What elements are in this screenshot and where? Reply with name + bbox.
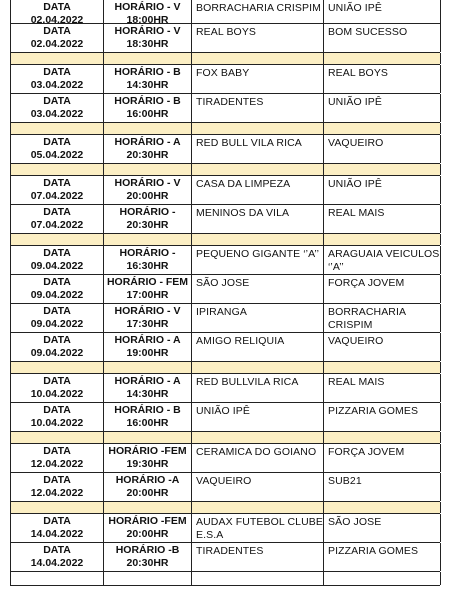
date-cell — [11, 333, 104, 361]
time-value: 20:30HR — [126, 219, 169, 231]
home-team: RED BULL VILA RICA — [196, 137, 302, 149]
match-row — [10, 24, 440, 53]
separator-row-cell — [104, 123, 192, 134]
away-team-cell — [324, 94, 441, 122]
separator-row-cell — [192, 502, 324, 513]
away-team: SÃO JOSE — [328, 516, 382, 528]
away-team: PIZZARIA GOMES — [328, 405, 419, 417]
home-team-cell — [192, 374, 324, 402]
away-team-cell — [324, 246, 441, 274]
separator-row-cell — [104, 234, 192, 245]
time-label: HORÁRIO - B — [114, 404, 181, 416]
date-cell — [11, 374, 104, 402]
match-row — [10, 0, 440, 24]
home-team: IPIRANGA — [196, 306, 247, 318]
time-value: 18:30HR — [126, 38, 169, 50]
separator-row-cell — [11, 362, 104, 373]
separator-row-cell — [104, 432, 192, 443]
time-label: HORÁRIO - A — [114, 334, 181, 346]
time-value: 18:00HR — [126, 14, 169, 26]
date-value: 09.04.2022 — [30, 260, 84, 272]
match-row — [10, 94, 440, 123]
separator-row — [10, 53, 440, 65]
date-label: DATA — [43, 177, 71, 189]
time-cell — [104, 403, 192, 431]
date-value: 09.04.2022 — [30, 347, 84, 359]
away-team-cell — [324, 543, 441, 571]
separator-row-cell — [324, 123, 441, 134]
date-value: 14.04.2022 — [30, 557, 84, 569]
time-cell — [104, 304, 192, 332]
separator-row-cell — [104, 362, 192, 373]
time-label: HORÁRIO - V — [114, 177, 181, 189]
time-label: HORÁRIO - A — [114, 136, 181, 148]
date-label: DATA — [43, 95, 71, 107]
separator-row-cell — [324, 164, 441, 175]
date-label: DATA — [43, 1, 71, 13]
time-cell — [104, 473, 192, 501]
date-value: 02.04.2022 — [30, 14, 84, 26]
home-team-cell — [192, 444, 324, 472]
away-team-cell — [324, 514, 441, 542]
home-team-cell — [192, 403, 324, 431]
date-label: DATA — [43, 25, 71, 37]
away-team-cell — [324, 275, 441, 303]
separator-row-cell — [104, 53, 192, 64]
match-row — [10, 374, 440, 403]
separator-row-cell — [11, 53, 104, 64]
time-label: HORÁRIO - B — [114, 95, 181, 107]
date-cell — [11, 94, 104, 122]
time-value: 16:00HR — [126, 108, 169, 120]
home-team: AUDAX FUTEBOL CLUBE E.S.A — [196, 516, 323, 541]
empty-row-cell — [104, 572, 192, 585]
time-label: HORÁRIO -A — [115, 474, 180, 486]
date-label: DATA — [43, 276, 71, 288]
time-cell — [104, 65, 192, 93]
home-team: CASA DA LIMPEZA — [196, 178, 291, 190]
date-value: 09.04.2022 — [30, 289, 84, 301]
time-cell — [104, 444, 192, 472]
away-team: UNIÃO IPÊ — [328, 96, 382, 108]
match-row — [10, 65, 440, 94]
date-value: 03.04.2022 — [30, 79, 84, 91]
date-cell — [11, 246, 104, 274]
date-value: 12.04.2022 — [30, 487, 84, 499]
separator-row-cell — [324, 53, 441, 64]
separator-row-cell — [192, 53, 324, 64]
away-team: BORRACHARIA CRISPIM — [328, 306, 406, 331]
away-team-cell — [324, 135, 441, 163]
time-label: HORÁRIO -FEM — [108, 515, 187, 527]
home-team-cell — [192, 135, 324, 163]
match-row — [10, 333, 440, 362]
separator-row-cell — [192, 164, 324, 175]
away-team: UNIÃO IPÊ — [328, 178, 382, 190]
match-row — [10, 205, 440, 234]
time-cell — [104, 543, 192, 571]
date-value: 09.04.2022 — [30, 318, 84, 330]
home-team: REAL BOYS — [196, 26, 257, 38]
home-team: UNIÃO IPÊ — [196, 405, 250, 417]
separator-row-cell — [192, 234, 324, 245]
date-value: 07.04.2022 — [30, 219, 84, 231]
match-row — [10, 514, 440, 543]
away-team-cell — [324, 444, 441, 472]
away-team: FORÇA JOVEM — [328, 446, 405, 458]
home-team: SÃO JOSE — [196, 277, 250, 289]
date-label: DATA — [43, 375, 71, 387]
away-team: BOM SUCESSO — [328, 26, 408, 38]
time-cell — [104, 205, 192, 233]
time-value: 19:30HR — [126, 458, 169, 470]
home-team-cell — [192, 333, 324, 361]
home-team: BORRACHARIA CRISPIM — [196, 2, 322, 14]
away-team: PIZZARIA GOMES — [328, 545, 419, 557]
date-value: 03.04.2022 — [30, 108, 84, 120]
away-team-cell — [324, 24, 441, 52]
separator-row-cell — [192, 432, 324, 443]
separator-row-cell — [324, 432, 441, 443]
date-label: DATA — [43, 445, 71, 457]
match-row — [10, 275, 440, 304]
separator-row — [10, 432, 440, 444]
date-cell — [11, 473, 104, 501]
away-team-cell — [324, 176, 441, 204]
date-label: DATA — [43, 66, 71, 78]
home-team-cell — [192, 275, 324, 303]
match-row — [10, 444, 440, 473]
time-cell — [104, 94, 192, 122]
time-cell — [104, 275, 192, 303]
away-team-cell — [324, 473, 441, 501]
away-team-cell — [324, 205, 441, 233]
date-label: DATA — [43, 474, 71, 486]
time-label: HORÁRIO - — [119, 206, 176, 218]
date-cell — [11, 275, 104, 303]
away-team-cell — [324, 374, 441, 402]
empty-row-cell — [192, 572, 324, 585]
away-team-cell — [324, 403, 441, 431]
match-row — [10, 403, 440, 432]
time-label: HORÁRIO - V — [114, 25, 181, 37]
home-team-cell — [192, 246, 324, 274]
time-value: 14:30HR — [126, 388, 169, 400]
home-team: TIRADENTES — [196, 96, 264, 108]
time-cell — [104, 135, 192, 163]
date-value: 12.04.2022 — [30, 458, 84, 470]
home-team-cell — [192, 176, 324, 204]
separator-row-cell — [11, 164, 104, 175]
home-team: PEQUENO GIGANTE ‘’A’’ — [196, 248, 320, 260]
home-team-cell — [192, 0, 324, 27]
time-value: 20:00HR — [126, 528, 169, 540]
home-team: FOX BABY — [196, 67, 250, 79]
home-team: MENINOS DA VILA — [196, 207, 290, 219]
away-team-cell — [324, 333, 441, 361]
separator-row-cell — [11, 502, 104, 513]
home-team-cell — [192, 94, 324, 122]
home-team: RED BULLVILA RICA — [196, 376, 299, 388]
away-team-cell — [324, 304, 441, 332]
time-cell — [104, 24, 192, 52]
home-team-cell — [192, 24, 324, 52]
date-label: DATA — [43, 206, 71, 218]
date-cell — [11, 65, 104, 93]
home-team-cell — [192, 304, 324, 332]
empty-row-cell — [11, 572, 104, 585]
separator-row — [10, 123, 440, 135]
home-team: TIRADENTES — [196, 545, 264, 557]
date-cell — [11, 205, 104, 233]
date-cell — [11, 176, 104, 204]
away-team: VAQUEIRO — [328, 335, 384, 347]
date-value: 10.04.2022 — [30, 417, 84, 429]
separator-row-cell — [11, 234, 104, 245]
date-cell — [11, 304, 104, 332]
home-team-cell — [192, 514, 324, 542]
match-row — [10, 176, 440, 205]
separator-row-cell — [192, 123, 324, 134]
away-team-cell — [324, 0, 441, 27]
time-label: HORÁRIO - — [119, 247, 176, 259]
separator-row-cell — [11, 432, 104, 443]
separator-row — [10, 164, 440, 176]
date-label: DATA — [43, 247, 71, 259]
separator-row-cell — [11, 123, 104, 134]
empty-row — [10, 572, 440, 586]
time-value: 20:00HR — [126, 487, 169, 499]
time-label: HORÁRIO - A — [114, 375, 181, 387]
match-row — [10, 543, 440, 572]
separator-row — [10, 234, 440, 246]
time-value: 17:00HR — [126, 289, 169, 301]
home-team-cell — [192, 205, 324, 233]
date-value: 07.04.2022 — [30, 190, 84, 202]
time-label: HORÁRIO - B — [114, 66, 181, 78]
time-value: 20:00HR — [126, 190, 169, 202]
time-cell — [104, 0, 192, 27]
separator-row-cell — [104, 502, 192, 513]
away-team: FORÇA JOVEM — [328, 277, 405, 289]
separator-row-cell — [324, 234, 441, 245]
time-cell — [104, 176, 192, 204]
separator-row-cell — [324, 502, 441, 513]
time-cell — [104, 374, 192, 402]
separator-row-cell — [104, 164, 192, 175]
time-value: 16:00HR — [126, 417, 169, 429]
away-team: ARAGUAIA VEICULOS ‘’A’’ — [328, 248, 440, 273]
home-team-cell — [192, 473, 324, 501]
date-value: 02.04.2022 — [30, 38, 84, 50]
time-value: 17:30HR — [126, 318, 169, 330]
date-label: DATA — [43, 136, 71, 148]
away-team: SUB21 — [328, 475, 362, 487]
away-team: UNIÃO IPÊ — [328, 2, 382, 14]
date-label: DATA — [43, 334, 71, 346]
home-team-cell — [192, 65, 324, 93]
home-team: VAQUEIRO — [196, 475, 252, 487]
away-team: REAL BOYS — [328, 67, 389, 79]
time-label: HORÁRIO -FEM — [108, 445, 187, 457]
time-value: 16:30HR — [126, 260, 169, 272]
date-cell — [11, 135, 104, 163]
date-label: DATA — [43, 515, 71, 527]
time-cell — [104, 246, 192, 274]
away-team: VAQUEIRO — [328, 137, 384, 149]
date-value: 10.04.2022 — [30, 388, 84, 400]
separator-row-cell — [192, 362, 324, 373]
away-team: REAL MAIS — [328, 376, 385, 388]
separator-row — [10, 362, 440, 374]
date-cell — [11, 543, 104, 571]
date-cell — [11, 403, 104, 431]
match-row — [10, 473, 440, 502]
time-value: 19:00HR — [126, 347, 169, 359]
time-label: HORÁRIO - V — [114, 1, 181, 13]
time-cell — [104, 333, 192, 361]
separator-row-cell — [324, 362, 441, 373]
home-team: CERAMICA DO GOIANO — [196, 446, 317, 458]
home-team-cell — [192, 543, 324, 571]
date-cell — [11, 444, 104, 472]
time-value: 14:30HR — [126, 79, 169, 91]
date-cell — [11, 24, 104, 52]
time-value: 20:30HR — [126, 149, 169, 161]
date-cell — [11, 514, 104, 542]
empty-row-cell — [324, 572, 441, 585]
home-team: AMIGO RELIQUIA — [196, 335, 285, 347]
time-label: HORÁRIO -B — [115, 544, 180, 556]
separator-row — [10, 502, 440, 514]
date-value: 14.04.2022 — [30, 528, 84, 540]
away-team: REAL MAIS — [328, 207, 385, 219]
date-label: DATA — [43, 305, 71, 317]
time-label: HORÁRIO - FEM — [106, 276, 189, 288]
away-team-cell — [324, 65, 441, 93]
date-value: 05.04.2022 — [30, 149, 84, 161]
time-value: 20:30HR — [126, 557, 169, 569]
time-label: HORÁRIO - V — [114, 305, 181, 317]
date-cell — [11, 0, 104, 27]
schedule-table — [10, 0, 440, 586]
match-row — [10, 246, 440, 275]
match-row — [10, 304, 440, 333]
time-cell — [104, 514, 192, 542]
date-label: DATA — [43, 404, 71, 416]
date-label: DATA — [43, 544, 71, 556]
match-row — [10, 135, 440, 164]
